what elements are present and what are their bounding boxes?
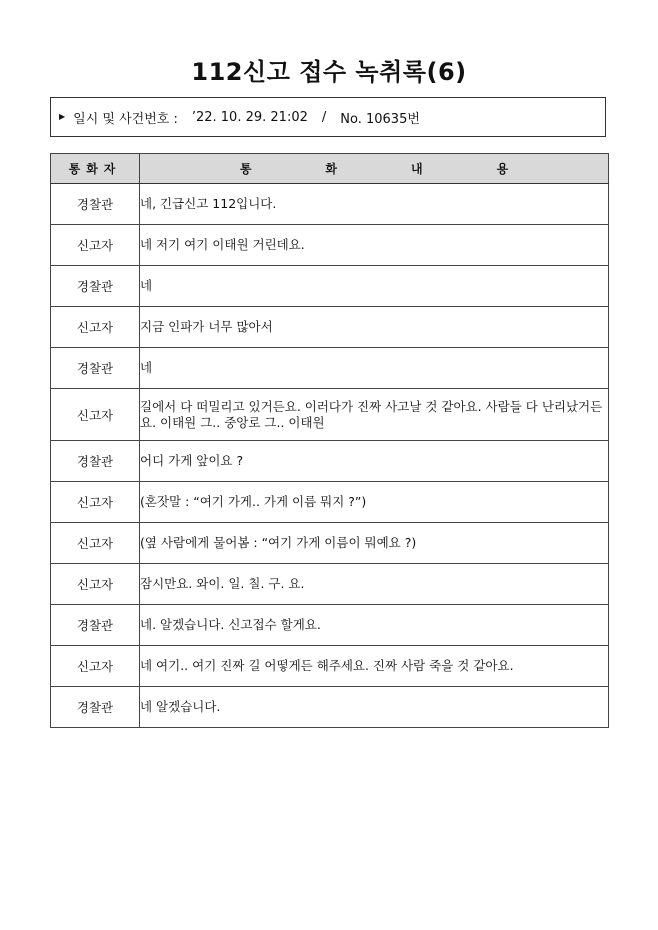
speaker-cell: 신고자 [51, 225, 140, 266]
content-cell: 네. 알겠습니다. 신고접수 할게요. [140, 605, 609, 646]
speaker-cell: 경찰관 [51, 687, 140, 728]
table-row [51, 389, 609, 441]
content-cell: 네 여기.. 여기 진짜 길 어떻게든 해주세요. 진짜 사람 죽을 것 같아요. [140, 646, 609, 687]
table-row [51, 184, 609, 225]
table-row [51, 564, 609, 605]
incident-info-box [50, 97, 606, 137]
header-content-char: 화 [325, 162, 337, 176]
info-separator: / [321, 109, 327, 125]
table-row [51, 348, 609, 389]
table-row [51, 225, 609, 266]
incident-datetime: ’22. 10. 29. 21:02 [191, 109, 308, 125]
speaker-cell: 신고자 [51, 389, 140, 441]
case-number: No. 10635번 [340, 111, 420, 127]
content-cell: (혼잣말 : “여기 가게.. 가게 이름 뭐지 ?”) [140, 482, 609, 523]
content-cell: 네 저기 여기 이태원 거린데요. [140, 225, 609, 266]
bullet-triangle-icon: ▶ [59, 111, 66, 121]
table-row [51, 266, 609, 307]
header-content-char: 내 [411, 162, 423, 176]
table-row [51, 523, 609, 564]
speaker-cell: 신고자 [51, 646, 140, 687]
content-cell: 네 알겠습니다. [140, 687, 609, 728]
speaker-cell: 경찰관 [51, 605, 140, 646]
content-cell: 네 [140, 266, 609, 307]
speaker-cell: 경찰관 [51, 266, 140, 307]
speaker-cell: 경찰관 [51, 184, 140, 225]
info-label: 일시 및 사건번호 : [73, 111, 178, 127]
table-row [51, 307, 609, 348]
transcript-table [50, 153, 609, 728]
header-speaker: 통화자 [51, 154, 140, 184]
content-cell: 길에서 다 떠밀리고 있거든요. 이러다가 진짜 사고날 것 같아요. 사람들 다 난리났거든요. 이태원 그.. 중앙로 그.. 이태원 [140, 389, 609, 441]
content-cell: 지금 인파가 너무 많아서 [140, 307, 609, 348]
table-row [51, 482, 609, 523]
speaker-cell: 신고자 [51, 523, 140, 564]
document-title: 112신고 접수 녹취록(6) [191, 58, 467, 86]
content-cell: 네 [140, 348, 609, 389]
speaker-cell: 신고자 [51, 482, 140, 523]
speaker-cell: 경찰관 [51, 441, 140, 482]
header-content-char: 용 [496, 162, 509, 176]
content-cell: 네, 긴급신고 112입니다. [140, 184, 609, 225]
content-cell: 어디 가게 앞이요 ? [140, 441, 609, 482]
table-row [51, 687, 609, 728]
speaker-cell: 신고자 [51, 307, 140, 348]
content-cell: 잠시만요. 와이. 일. 칠. 구. 요. [140, 564, 609, 605]
header-content [140, 154, 609, 184]
header-content-char: 통 [239, 162, 252, 176]
table-row [51, 605, 609, 646]
speaker-cell: 신고자 [51, 564, 140, 605]
content-cell: (옆 사람에게 물어봄 : “여기 가게 이름이 뭐예요 ?) [140, 523, 609, 564]
speaker-cell: 경찰관 [51, 348, 140, 389]
table-row [51, 646, 609, 687]
table-row [51, 441, 609, 482]
